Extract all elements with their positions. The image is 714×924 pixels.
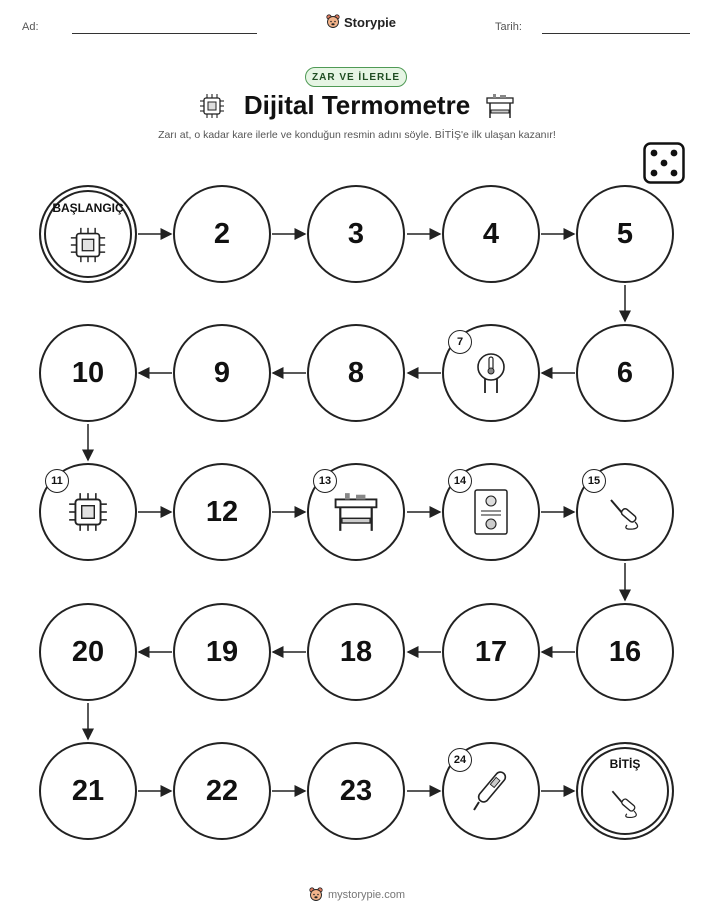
space-18[interactable]: 18: [307, 603, 405, 701]
space-22[interactable]: 22: [173, 742, 271, 840]
space-5[interactable]: 5: [576, 185, 674, 283]
space-number-tag: 11: [45, 469, 69, 493]
space-3[interactable]: 3: [307, 185, 405, 283]
space-23[interactable]: 23: [307, 742, 405, 840]
space-number-tag: 13: [313, 469, 337, 493]
footer: [0, 887, 714, 903]
space-number-tag: 24: [448, 748, 472, 772]
space-12[interactable]: 12: [173, 463, 271, 561]
space-16[interactable]: 16: [576, 603, 674, 701]
soldering-iron-icon: [605, 492, 645, 532]
space-8[interactable]: 8: [307, 324, 405, 422]
space-4[interactable]: 4: [442, 185, 540, 283]
workbench-icon: [329, 490, 383, 534]
space-6[interactable]: 6: [576, 324, 674, 422]
soldering-iron-icon: [607, 784, 643, 820]
thermostat-sensor-icon: [474, 351, 508, 395]
space-number-tag: 14: [448, 469, 472, 493]
date-label: Tarih:: [495, 21, 522, 33]
microchip-icon: [66, 490, 110, 534]
brand-name: Storypie: [344, 14, 397, 30]
instructions: Zarı at, o kadar kare ilerle ve konduğun resmin adını söyle. BİTİŞ'e ilk ulaşan kazanır!: [158, 129, 556, 141]
footer-url[interactable]: mystorypie.com: [327, 889, 406, 901]
activity-badge: ZAR VE İLERLE: [305, 67, 407, 87]
space-number-tag: 7: [448, 330, 472, 354]
space-21[interactable]: 21: [39, 742, 137, 840]
space-start[interactable]: [39, 185, 137, 283]
space-9[interactable]: 9: [173, 324, 271, 422]
space-2[interactable]: 2: [173, 185, 271, 283]
digital-thermometer-icon: [467, 767, 515, 815]
space-10[interactable]: 10: [39, 324, 137, 422]
microchip-icon: [68, 225, 108, 265]
page-title: Dijital Termometre: [243, 90, 471, 120]
space-20[interactable]: 20: [39, 603, 137, 701]
start-label: BAŞLANGIÇ: [52, 201, 124, 215]
space-19[interactable]: 19: [173, 603, 271, 701]
space-number-tag: 15: [582, 469, 606, 493]
space-17[interactable]: 17: [442, 603, 540, 701]
name-label: Ad:: [22, 21, 39, 33]
certificate-icon: [471, 488, 511, 536]
bear-logo-icon: [309, 887, 323, 903]
finish-label: BİTİŞ: [609, 757, 641, 771]
